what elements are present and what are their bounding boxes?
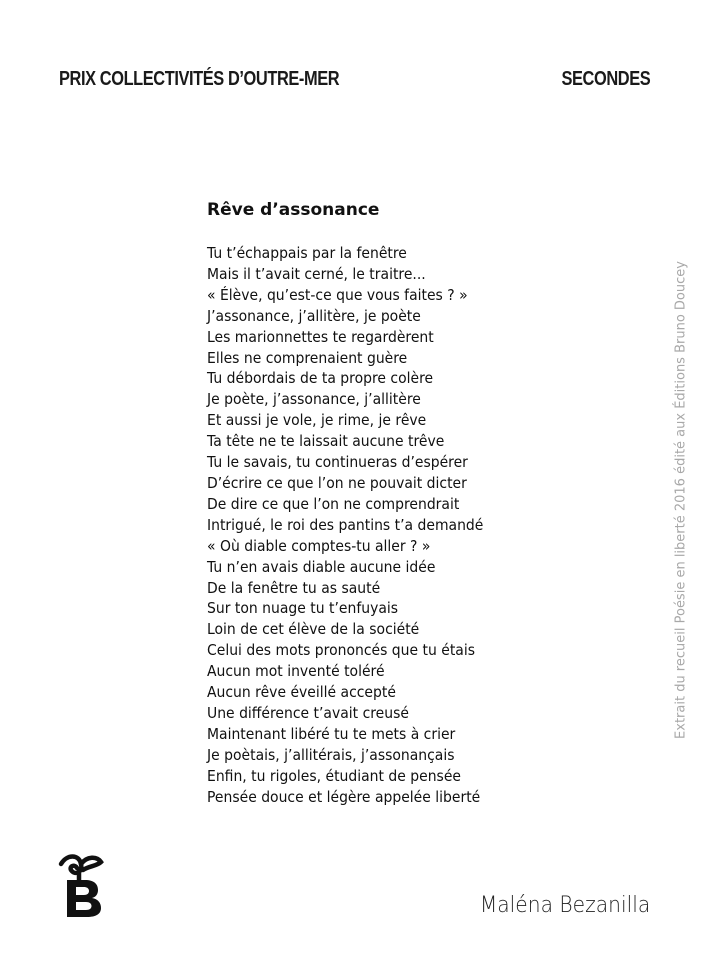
poem-line: Enfin, tu rigoles, étudiant de pensée [207, 766, 462, 785]
poem-line: Je poètais, j’allitérais, j’assonançais [207, 745, 455, 764]
poem-line: Elles ne comprenaient guère [207, 348, 408, 367]
poem-line: Sur ton nuage tu t’enfuyais [207, 599, 399, 618]
poem-line: Aucun rêve éveillé accepté [207, 683, 396, 702]
poem-line: J’assonance, j’allitère, je poète [207, 306, 421, 325]
publisher-b-logo-icon [57, 852, 107, 918]
poem-line: Tu n’en avais diable aucune idée [207, 557, 436, 576]
poem-line: Celui des mots prononcés que tu étais [207, 641, 475, 660]
poem-body [207, 243, 504, 807]
poem-line: Tu débordais de ta propre colère [207, 369, 434, 388]
poem-line: Je poète, j’assonance, j’allitère [207, 390, 421, 409]
class-level: SECONDES [561, 68, 650, 90]
competition-category: PRIX COLLECTIVITÉS D’OUTRE-MER [59, 68, 340, 90]
poem-line: Les marionnettes te regardèrent [207, 327, 434, 346]
poem-line: Pensée douce et légère appelée liberté [207, 787, 481, 806]
poem-line: De la fenêtre tu as sauté [207, 578, 381, 597]
poem-line: Loin de cet élève de la société [207, 620, 420, 639]
author-name: Maléna Bezanilla [479, 893, 650, 918]
poem-title: Rêve d’assonance [207, 200, 380, 220]
poem-line: D’écrire ce que l’on ne pouvait dicter [207, 473, 467, 492]
poem-line: Intrigué, le roi des pantins t’a demandé [207, 515, 484, 534]
poem-line: Et aussi je vole, je rime, je rêve [207, 411, 427, 430]
poem-line: Ta tête ne te laissait aucune trêve [207, 432, 445, 451]
poem-line: « Où diable comptes-tu aller ? » [207, 536, 431, 555]
poem-line: « Élève, qu’est-ce que vous faites ? » [207, 285, 468, 304]
publication-credit: Extrait du recueil Poésie en liberté 2016 édité aux Éditions Bruno Doucey [673, 261, 689, 739]
poem-line: De dire ce que l’on ne comprendrait [207, 494, 460, 513]
poem-line: Tu le savais, tu continueras d’espérer [207, 453, 468, 472]
poem-line: Tu t’échappais par la fenêtre [207, 244, 407, 262]
poem-line: Une différence t’avait creusé [207, 703, 409, 722]
poem-line: Aucun mot inventé toléré [207, 662, 385, 681]
poem-line: Mais il t’avait cerné, le traitre... [207, 264, 426, 283]
poem-line: Maintenant libéré tu te mets à crier [207, 724, 456, 743]
